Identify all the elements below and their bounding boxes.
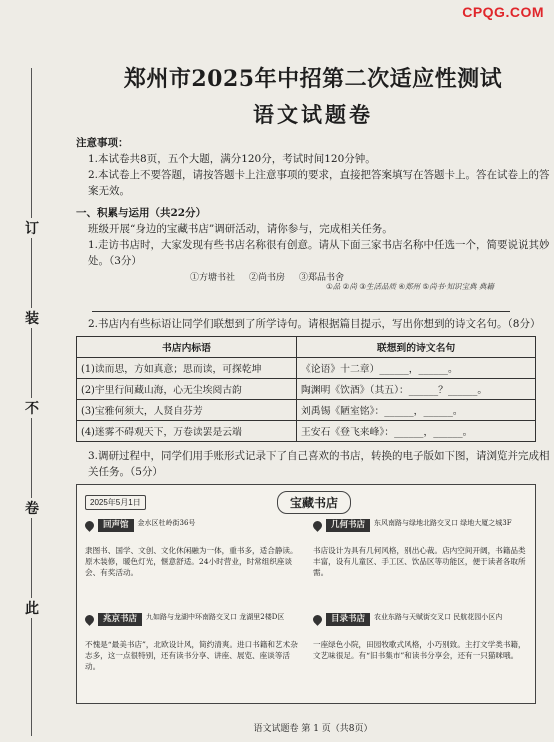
table-row [77, 421, 536, 442]
store-address: 金水区杜岭街36号 [137, 519, 196, 527]
q2-header-slogan: 书店内标语 [77, 337, 297, 358]
table-row [77, 358, 536, 379]
q1-option-1: ①方塘书社 [190, 273, 236, 283]
store-name: 兆京书店 [98, 613, 142, 626]
journal-date: 2025年5月1日 [85, 495, 146, 510]
binding-char-3: 不 [21, 398, 43, 418]
binding-char-2: 装 [21, 308, 43, 328]
binding-char-1: 订 [21, 218, 43, 238]
q2-slogan: (2)宇里行间藏山海，心无尘埃阅古韵 [77, 379, 297, 400]
table-row [77, 400, 536, 421]
watermark: CPQG.COM [462, 4, 544, 20]
q2-header-poem: 联想到的诗文名句 [297, 337, 536, 358]
note-item-1: 1.本试卷共8页，五个大题，满分120分，考试时间120分钟。 [88, 153, 376, 165]
exam-title: 郑州市2025年中招第二次适应性测试 [123, 66, 503, 92]
q1-option-3: ③郑品书舍 [299, 273, 345, 283]
bookstore-journal [76, 484, 536, 704]
note-item-2: 2.本试卷上不要答题，请按答题卡上注意事项的要求，直接把答案填写在答题卡上。答在试卷上的答案无效。 [88, 169, 550, 197]
table-row [77, 379, 536, 400]
binding-margin [8, 68, 54, 736]
q1-option-2: ②尚书房 [249, 273, 286, 283]
exam-subtitle: 语文试题卷 [253, 102, 373, 127]
q2-answer: 王安石《登飞来峰》：______，______。 [297, 421, 536, 442]
journal-banner: 宝藏书店 [277, 491, 351, 514]
store-card-2 [313, 519, 531, 578]
q2-answer: 陶渊明《饮酒》（其五）：______？______。 [297, 379, 536, 400]
question-2: 2.书店内有些标语让同学们联想到了所学诗句。请根据篇目提示，写出你想到的诗文名句。（8分） [88, 318, 541, 330]
section-heading: 一、积累与运用（共22分） [76, 207, 207, 219]
store-card-4 [313, 613, 531, 661]
binding-char-5: 此 [21, 598, 43, 618]
q2-table [76, 336, 536, 442]
q2-answer: 刘禹锡《陋室铭》：______，______。 [297, 400, 536, 421]
map-pin-icon [83, 613, 96, 626]
store-description: 一座绿色小院，田园牧歌式风格，小巧别致。主打文学类书籍，文艺味很足。有“旧书集市”和读书分享会，还有一只猫咪哦。 [313, 640, 526, 660]
store-address: 农业东路与天赋街交叉口 民航花园小区内 [374, 613, 503, 621]
q1-handwriting: ①品 ②尚 ③生活品质 ④郑州 ⑤尚书·知识宝典 典籍 [326, 282, 494, 291]
section-intro: 班级开展“身边的宝藏书店”调研活动，请你参与，完成相关任务。 [88, 223, 393, 235]
q1-answer-line [76, 302, 550, 312]
notes-heading: 注意事项： [76, 137, 129, 149]
q2-slogan: (3)宝雅何须大，人贤自芬芳 [77, 400, 297, 421]
store-address: 九如路与龙湖中环南路交叉口 龙湖里2楼D区 [146, 613, 285, 621]
q2-slogan: (1)读而思，方如真意；思而读，可探乾坤 [77, 358, 297, 379]
question-3: 3.调研过程中，同学们用手账形式记录下了自己喜欢的书店，转换的电子版如下图，请浏览并完成相关任务。（5分） [88, 450, 550, 478]
store-description: 书店设计为具有几何风格，别出心裁。店内空间开阔，书籍品类丰富，设有儿童区、手工区、饮品区等功能区，便于读者各取所需。 [313, 546, 526, 577]
binding-char-4: 卷 [21, 498, 43, 518]
store-card-3 [85, 613, 303, 672]
store-name: 回声馆 [98, 519, 134, 532]
store-description: 隶图书、国学、文创、文化休闲融为一体，重书多，适合静读。原木装修，暖色灯光，惬意舒适。24小时营业，时常组织座谈会、有奖活动。 [85, 546, 298, 577]
store-address: 东风南路与绿地北路交叉口 绿地大厦之城3F [374, 519, 512, 527]
question-1: 1.走访书店时，大家发现有些书店名称很有创意。请从下面三家书店名称中任选一个，简要说说其妙处。（3分） [88, 239, 550, 267]
store-name: 目录书店 [326, 613, 370, 626]
map-pin-icon [83, 519, 96, 532]
page-footer: 语文试题卷 第 1 页（共8页） [253, 724, 373, 734]
map-pin-icon [311, 613, 324, 626]
map-pin-icon [311, 519, 324, 532]
exam-page [76, 48, 550, 738]
q2-slogan: (4)迷雾不碍观天下，万卷读罢是云端 [77, 421, 297, 442]
store-name: 几何书店 [326, 519, 370, 532]
store-card-1 [85, 519, 303, 578]
store-description: 不愧是“最美书店”，北欧设计风，简约清爽。进口书籍和艺术杂志多，这一点很特别，还有读书分享、讲座、展览、座谈等活动。 [85, 640, 298, 671]
q2-answer: 《论语》十二章）______，______。 [297, 358, 536, 379]
